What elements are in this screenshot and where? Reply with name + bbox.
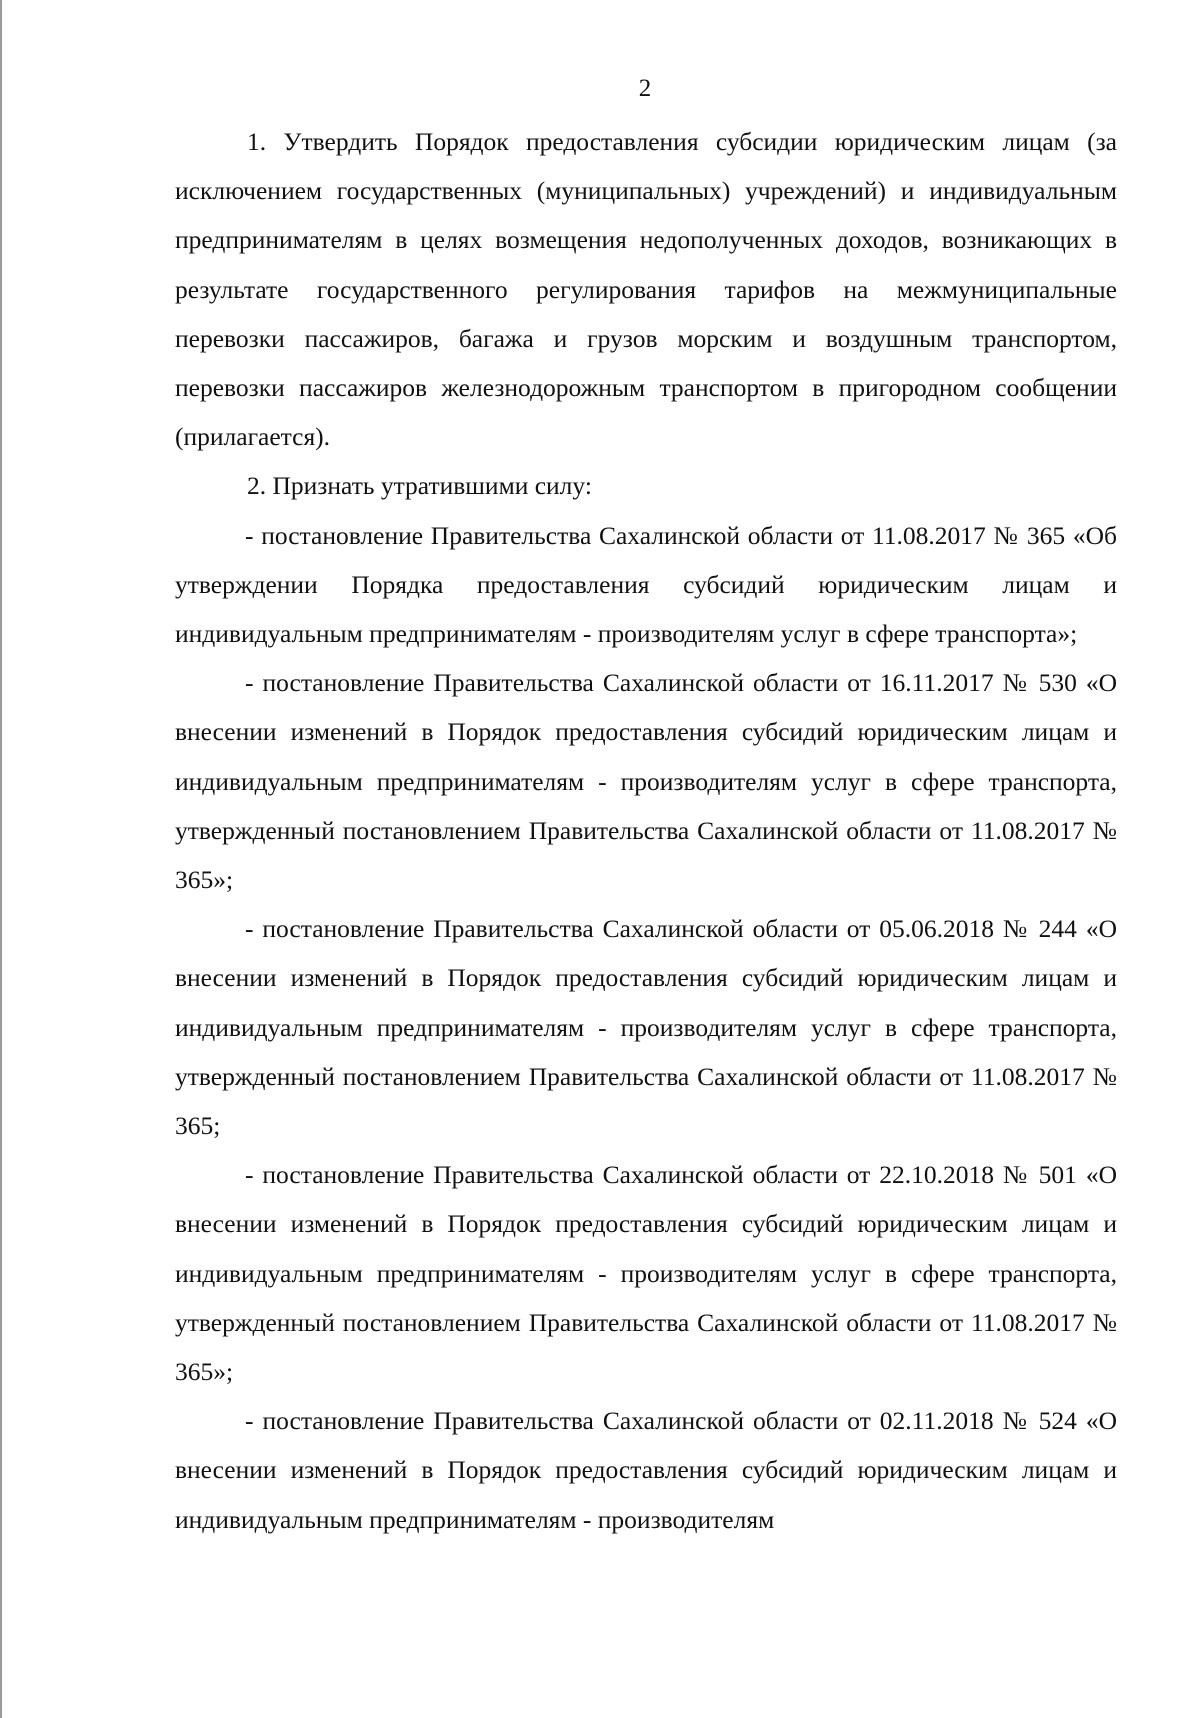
list-item: - постановление Правительства Сахалинской области от 22.10.2018 № 501 «О внесении изменений в Порядок предоставления субсидий юридическим лицам и индивидуальным предпринимателям - производителям услуг в сфере транспорта, утвержденный постановлением Правительства Сахалинской области от 11.08.2017 № 365»;	[175, 1160, 1117, 1387]
clause-1-paragraph: 1. Утвердить Порядок предоставления субсидии юридическим лицам (за исключением государственных (муниципальных) учреждений) и индивидуальным предпринимателям в целях возмещения недополученных доходов, возникающих в результате государственного регулирования тарифов на межмуниципальные перевозки пассажиров, багажа и грузов морским и воздушным транспортом, перевозки пассажиров железнодорожным транспортом в пригородном сообщении (прилагается).	[175, 127, 1117, 452]
list-item: - постановление Правительства Сахалинской области от 05.06.2018 № 244 «О внесении изменений в Порядок предоставления субсидий юридическим лицам и индивидуальным предпринимателям - производителям услуг в сфере транспорта, утвержденный постановлением Правительства Сахалинской области от 11.08.2017 № 365;	[175, 914, 1117, 1141]
page-number: 2	[638, 75, 652, 102]
document-body	[175, 117, 1117, 1544]
clause-2-heading: 2. Признать утратившими силу:	[247, 471, 592, 501]
list-item: - постановление Правительства Сахалинской области от 02.11.2018 № 524 «О внесении изменений в Порядок предоставления субсидий юридическим лицам и индивидуальным предпринимателям - производителям	[175, 1406, 1117, 1534]
list-item: - постановление Правительства Сахалинской области от 11.08.2017 № 365 «Об утверждении Порядка предоставления субсидий юридическим лицам и индивидуальным предпринимателям - производителям услуг в сфере транспорта»;	[175, 520, 1117, 649]
repealed-acts-list	[175, 511, 1117, 1544]
scan-edge	[0, 0, 2, 1718]
list-item: - постановление Правительства Сахалинской области от 16.11.2017 № 530 «О внесении изменений в Порядок предоставления субсидий юридическим лицам и индивидуальным предпринимателям - производителям услуг в сфере транспорта, утвержденный постановлением Правительства Сахалинской области от 11.08.2017 № 365»;	[175, 668, 1117, 895]
